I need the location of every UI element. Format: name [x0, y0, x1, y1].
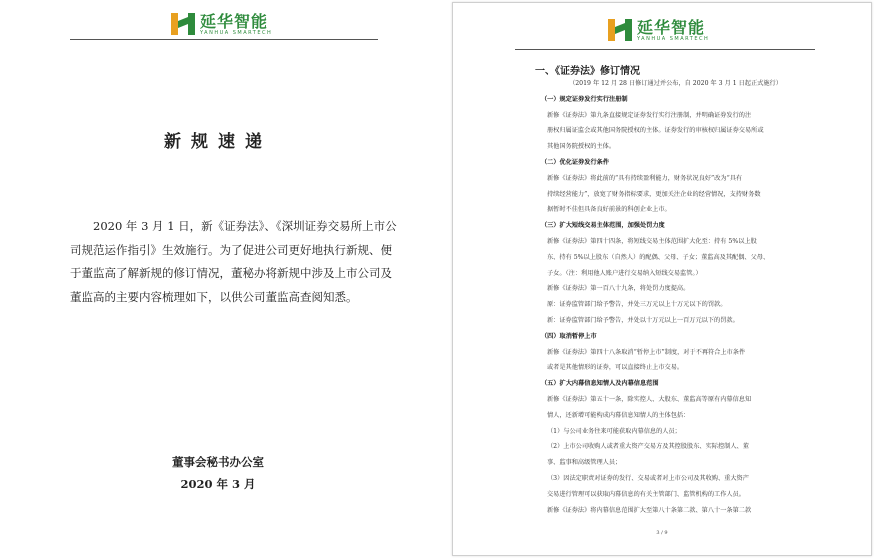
intro-paragraph: 2020 年 3 月 1 日，新《证券法》、《深圳证券交易所上市公司规范运作指引》生效施行。为了促进公司更好地执行新规、便于董监高了解新规的修订情况，董秘办将新规中涉及上市公司及董监高的主要内容梳理如下，以供公司董监高查阅知悉。 — [70, 219, 397, 304]
subsection-heading: （二）优化证券发行条件 — [541, 159, 610, 166]
yanhua-logo-icon — [170, 11, 196, 37]
content-line: 新修《证券法》将此前的“具有持续盈利能力，财务状况良好”改为“具有 — [547, 174, 743, 182]
logo-name: 延华智能 — [637, 17, 706, 37]
content-line: 持续经营能力”，放宽了财务指标要求，更加关注企业的经营情况，支持财务数 — [547, 190, 761, 198]
content-line: 新修《证券法》将内幕信息范围扩大至第八十条第二款、第八十一条第二款 — [547, 506, 752, 514]
section-heading: 一、《证券法》修订情况 — [535, 66, 640, 77]
document-page-left — [8, 2, 428, 554]
header-divider — [515, 49, 815, 50]
content-line: 东、持有 5%以上股东（自然人）的配偶、父母、子女；董监高及其配偶、父母、 — [547, 253, 770, 261]
header-divider — [70, 39, 378, 40]
content-line: （2）上市公司收购人或者重大资产交易方及其控股股东、实际控制人、董 — [547, 443, 749, 451]
content-line: 新修《证券法》第四十四条，将短线交易主体范围扩大化至：持有 5%以上股 — [547, 238, 757, 245]
page-title: 新规速递 — [164, 132, 272, 152]
content-line: 原：证券监管部门给予警告，并处三万元以上十万元以下的罚款。 — [547, 301, 727, 309]
subsection-heading: （一）规定证券发行实行注册制 — [541, 95, 628, 103]
subsection-heading: （四）取消暂停上市 — [541, 332, 597, 340]
signature-office: 董事会秘书办公室 — [172, 455, 264, 469]
content-line: 新：证券监管部门给予警告，并处以十万元以上一百万元以下的罚款。 — [547, 317, 739, 324]
document-page-right — [452, 2, 872, 556]
company-logo — [607, 17, 709, 43]
content-line: 其他国务院授权的主体。 — [547, 143, 616, 151]
content-line: 新修《证券法》第一百八十九条，将处罚力度提高。 — [547, 285, 690, 293]
content-line: 新修《证券法》第九条直接规定证券发行实行注册制，并明确证券发行的注 — [547, 111, 752, 119]
content-line: （3）因法定职责对证券的发行、交易或者对上市公司及其收购、重大资产 — [547, 475, 749, 482]
content-line: 据暂时不佳但具备良好前景的科创企业上市。 — [547, 206, 671, 214]
logo-name: 延华智能 — [200, 11, 269, 31]
content-line: 情人，还新增可能构成内幕信息知情人的主体包括： — [547, 411, 690, 419]
content-line: 子女。（注：利用他人账户进行交易纳入短线交易监管。） — [547, 269, 702, 277]
logo-subtitle: YANHUA SMARTECH — [637, 35, 710, 42]
subsection-heading: （三）扩大短线交易主体范围，加强处罚力度 — [541, 222, 665, 230]
content-line: 或者是其他情形的证券，可以直接终止上市交易。 — [547, 364, 684, 372]
page-number: 3 / 9 — [656, 530, 668, 536]
content-line: 事、监事和高级管理人员； — [547, 459, 622, 467]
company-logo — [170, 11, 272, 37]
content-line: 册权归属证监会或其他国务院授权的主体。证券发行的审核权归属证券交易所或 — [547, 127, 764, 135]
logo-subtitle: YANHUA SMARTECH — [200, 29, 273, 36]
content-line: （1）与公司业务往来可能获取内幕信息的人员； — [547, 427, 681, 435]
content-line: （2019 年 12 月 28 日修订通过并公布，自 2020 年 3 月 1 日起正式施行） — [569, 80, 782, 87]
signature-date: 2020 年 3 月 — [180, 477, 256, 491]
content-line: 新修《证券法》第五十一条，除实控人、大股东、董监高等原有内幕信息知 — [547, 396, 752, 403]
content-line: 交易进行管理可以获取内幕信息的有关主管部门、监管机构的工作人员。 — [547, 490, 745, 498]
yanhua-logo-icon — [607, 17, 633, 43]
subsection-heading: （五）扩大内幕信息知情人及内幕信息范围 — [541, 380, 659, 388]
content-line: 新修《证券法》第四十八条取消“暂停上市”制度，对于不再符合上市条件 — [547, 348, 746, 356]
